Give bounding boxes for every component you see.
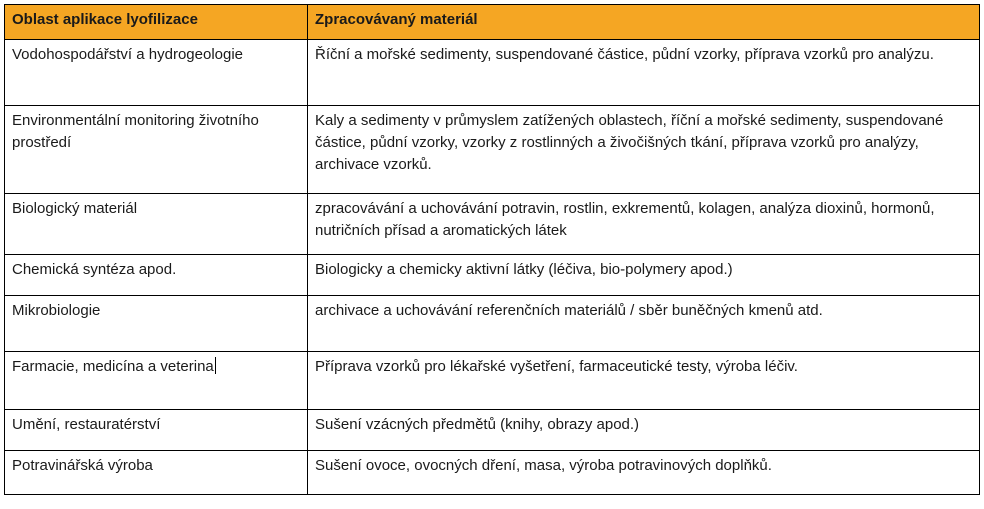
area-cell[interactable]: Mikrobiologie xyxy=(5,296,308,352)
material-cell[interactable]: Říční a mořské sedimenty, suspendované částice, půdní vzorky, příprava vzorků pro analýzu. xyxy=(308,40,980,106)
material-cell[interactable]: zpracovávání a uchovávání potravin, rostlin, exkrementů, kolagen, analýza dioxinů, hormonů, nutričních přísad a aromatických látek xyxy=(308,194,980,255)
table-row xyxy=(5,451,980,495)
table-row xyxy=(5,410,980,451)
area-cell[interactable]: Potravinářská výroba xyxy=(5,451,308,495)
material-cell[interactable]: Sušení vzácných předmětů (knihy, obrazy apod.) xyxy=(308,410,980,451)
area-cell[interactable]: Environmentální monitoring životního prostředí xyxy=(5,106,308,194)
header-area: Oblast aplikace lyofilizace xyxy=(5,5,308,40)
header-material: Zpracovávaný materiál xyxy=(308,5,980,40)
material-cell[interactable]: Kaly a sedimenty v průmyslem zatížených oblastech, říční a mořské sedimenty, suspendované částice, půdní vzorky, vzorky z rostlinných a živočišných tkání, příprava vzorků pro analýzy, archivace vzorků. xyxy=(308,106,980,194)
table-row xyxy=(5,296,980,352)
material-cell[interactable]: archivace a uchovávání referenčních materiálů / sběr buněčných kmenů atd. xyxy=(308,296,980,352)
lyophilization-table xyxy=(4,4,980,495)
area-cell[interactable]: Umění, restauratérství xyxy=(5,410,308,451)
area-cell[interactable]: Chemická syntéza apod. xyxy=(5,255,308,296)
table-row xyxy=(5,255,980,296)
area-cell-text: Farmacie, medicína a veterina xyxy=(12,358,214,375)
table-row xyxy=(5,352,980,410)
area-cell[interactable]: Biologický materiál xyxy=(5,194,308,255)
material-cell[interactable]: Biologicky a chemicky aktivní látky (léčiva, bio-polymery apod.) xyxy=(308,255,980,296)
table-row xyxy=(5,194,980,255)
area-cell-active[interactable] xyxy=(5,352,308,410)
area-cell[interactable]: Vodohospodářství a hydrogeologie xyxy=(5,40,308,106)
table-row xyxy=(5,40,980,106)
text-cursor xyxy=(215,357,216,374)
table-row xyxy=(5,106,980,194)
material-cell[interactable]: Sušení ovoce, ovocných dření, masa, výroba potravinových doplňků. xyxy=(308,451,980,495)
table-header-row xyxy=(5,5,980,40)
material-cell[interactable]: Příprava vzorků pro lékařské vyšetření, farmaceutické testy, výroba léčiv. xyxy=(308,352,980,410)
